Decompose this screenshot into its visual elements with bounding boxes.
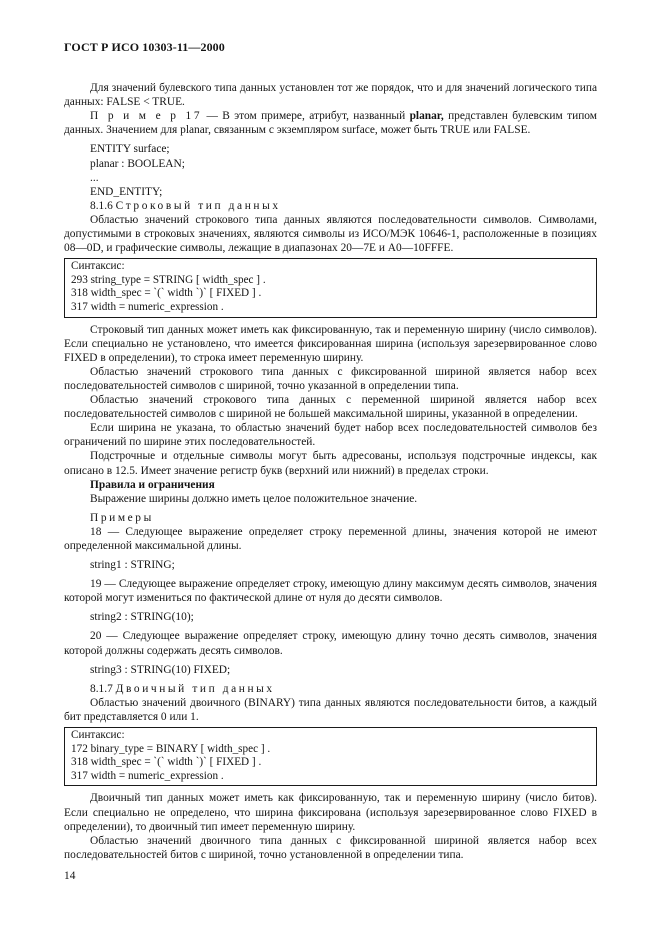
paragraph-boolean-order: Для значений булевского типа данных установлен тот же порядок, что и для значений логического типа данных: FALSE < TRUE. <box>64 82 597 109</box>
code-string1: string1 : STRING; <box>90 559 175 572</box>
code-entity-surface: ENTITY surface; planar : BOOLEAN; ... END_ENTITY; <box>90 143 185 198</box>
example-20: 20 — Следующее выражение определяет строку, имеющую длину точно десять символов, значения которой должны содержать десять символов. <box>64 630 597 657</box>
syntax-box-string: Синтаксис: 293 string_type = STRING [ width_spec ] . 318 width_spec = `(` width `)` [ FIXED ] . 317 width = numeric_expression . <box>64 258 597 317</box>
section-heading-8-1-7: 8.1.7 Двоичный тип данных <box>90 682 275 695</box>
paragraph-no-width: Если ширина не указана, то областью значений будет набор всех последовательностей символов без ограничений по ширине этих последовательностей. <box>64 422 597 449</box>
paragraph-width-rule: Выражение ширины должно иметь целое положительное значение. <box>90 492 418 505</box>
code-string2: string2 : STRING(10); <box>90 611 194 624</box>
paragraph-binary-width: Двоичный тип данных может иметь как фиксированную, так и переменную ширину (число битов). Если специально не определено, что ширина фиксирована (используя зарезервированное слово FIXED в определении), то двоичный тип имеет переменную ширину. <box>64 792 597 833</box>
paragraph-string-width: Строковый тип данных может иметь как фиксированную, так и переменную ширину (число символов). Если специально не установлено, что имеется фиксированная ширина (используя зарезервированное слово FIXED в определении), то строка имеет переменную ширину. <box>64 323 597 364</box>
rules-heading: Правила и ограничения <box>90 478 215 491</box>
document-header: ГОСТ Р ИСО 10303-11—2000 <box>64 40 225 54</box>
paragraph-fixed-width: Областью значений строкового типа данных с фиксированной шириной является набор всех последовательностей символов с шириной, точно указанной в определении типа. <box>64 365 597 392</box>
paragraph-binary-fixed: Областью значений двоичного типа данных с фиксированной шириной является набор всех последовательностей битов с шириной, точно установленной в определении типа. <box>64 834 597 861</box>
paragraph-binary-domain: Областью значений двоичного (BINARY) типа данных являются последовательности битов, а каждый бит представляется 0 или 1. <box>64 696 597 723</box>
example-17: П р и м е р 17 — В этом примере, атрибут, названный planar, представлен булевским типом данных. Значением для planar, связанным с экземпляром surface, может быть TRUE или FALSE. <box>64 110 597 137</box>
syntax-box-binary: Синтаксис: 172 binary_type = BINARY [ width_spec ] . 318 width_spec = `(` width `)` [ FIXED ] . 317 width = numeric_expression . <box>64 727 597 786</box>
paragraph-string-domain: Областью значений строкового типа данных являются последовательности символов. Символами, допустимыми в строковых значениях, являются символы из ИСО/МЭК 10646-1, расположенные в позициях 08—0D, и графические символы, лежащие в диапазонах 20—7E и A0—10FFFE. <box>64 213 597 255</box>
planar-term: planar, <box>409 110 444 123</box>
examples-heading: Примеры <box>90 511 154 524</box>
page-number: 14 <box>64 869 76 882</box>
code-string3: string3 : STRING(10) FIXED; <box>90 663 231 676</box>
example-17-label: П р и м е р 17 <box>90 110 203 123</box>
example-19: 19 — Следующее выражение определяет строку, имеющую длину максимум десять символов, значения которой могут измениться по фактической длине от нуля до десяти символов. <box>64 578 597 605</box>
paragraph-variable-width: Областью значений строкового типа данных с переменной шириной является набор всех последовательностей символов с шириной не большей максимальной ширины, указанной в определении. <box>64 394 597 421</box>
example-18: 18 — Следующее выражение определяет строку переменной длины, значения которой не имеют определенной максимальной длины. <box>64 525 597 552</box>
section-heading-8-1-6: 8.1.6 Строковый тип данных <box>90 199 281 212</box>
paragraph-substring: Подстрочные и отдельные символы могут быть адресованы, используя подстрочные индексы, как описано в 12.5. Имеет значение регистр букв (верхний или нижний) в пределах строки. <box>64 450 597 477</box>
